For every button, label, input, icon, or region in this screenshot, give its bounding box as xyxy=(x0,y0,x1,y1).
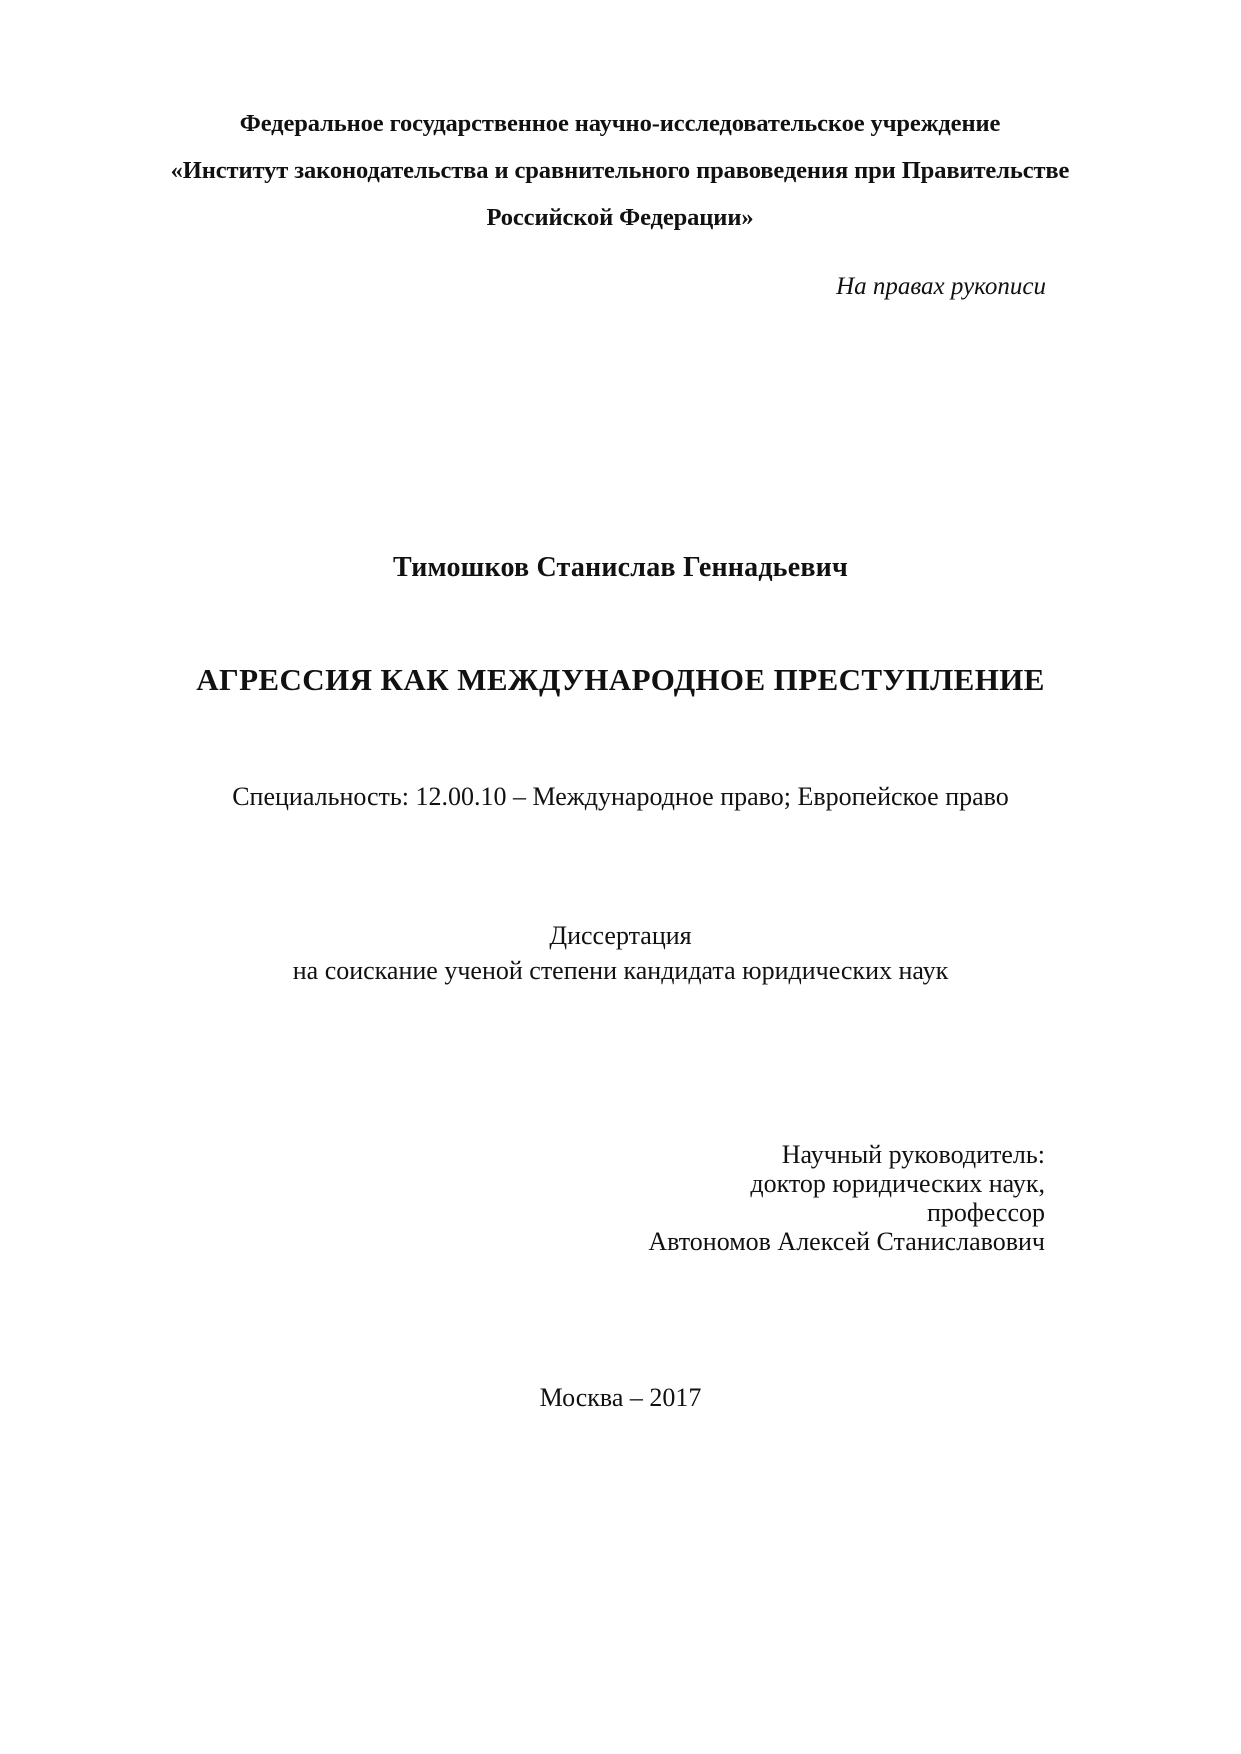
institution-line-1: Федеральное государственное научно-исследовательское учреждение xyxy=(239,110,1001,137)
institution-header xyxy=(170,100,1070,241)
supervisor-degree: доктор юридических наук, xyxy=(750,1169,1045,1198)
manuscript-rights-note: На правах рукописи xyxy=(836,273,1046,300)
footer-place-year: Москва – 2017 xyxy=(539,1383,702,1412)
institution-line-2: «Институт законодательства и сравнительного правоведения при Правительстве xyxy=(170,157,1070,184)
institution-line-3: Российской Федерации» xyxy=(486,204,754,231)
supervisor-name: Автономов Алексей Станиславович xyxy=(648,1227,1045,1256)
supervisor-label: Научный руководитель: xyxy=(781,1140,1045,1169)
degree-block xyxy=(0,918,1241,988)
supervisor-block xyxy=(648,1140,1045,1256)
supervisor-rank: профессор xyxy=(926,1198,1045,1227)
degree-line-1: Диссертация xyxy=(549,921,692,950)
speciality-line: Специальность: 12.00.10 – Международное право; Европейское право xyxy=(232,782,1009,811)
degree-line-2: на соискание ученой степени кандидата юридических наук xyxy=(292,956,949,985)
page-title: АГРЕССИЯ КАК МЕЖДУНАРОДНОЕ ПРЕСТУПЛЕНИЕ xyxy=(196,662,1045,697)
author-name: Тимошков Станислав Геннадьевич xyxy=(393,552,848,583)
